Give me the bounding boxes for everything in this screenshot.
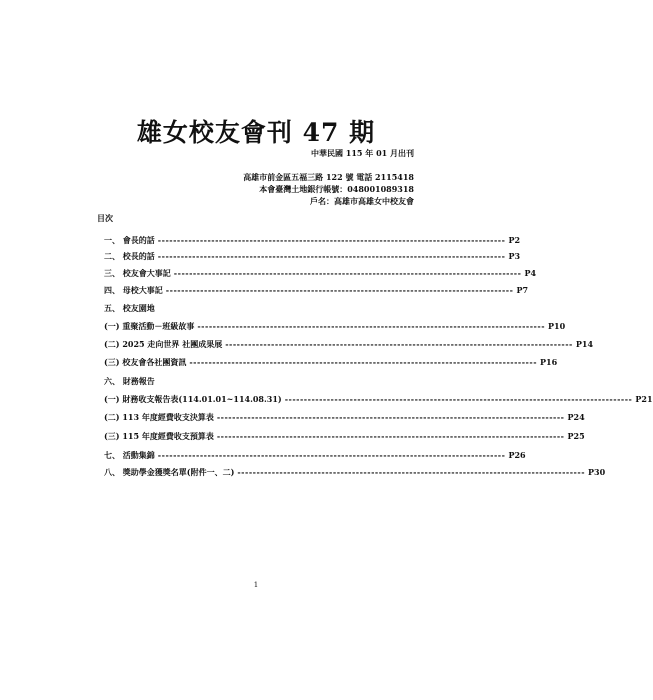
toc-entry-page: P24 [567,412,585,422]
toc-entry-label: (二) 2025 走向世界 社團成果展 [104,339,223,349]
toc-leader: ------------------------------------------------------------------------------------------- [173,268,522,278]
toc-leader: ------------------------------------------------------------------------------------------- [189,357,538,367]
toc-entry-page: P16 [540,357,558,367]
toc-entry-label: 七、 活動集錦 [104,450,155,460]
toc-entry-page: P30 [588,467,606,477]
toc-entry-page: P10 [548,321,566,331]
toc-entry [104,235,521,246]
address-line: 高雄市前金區五福三路 122 號 電話 2115418 [243,172,414,182]
bank-account-line: 本會臺灣土地銀行帳號：048001089318 [259,184,414,194]
toc-entry [104,431,585,442]
toc-section-heading: 六、 財務報告 [104,376,155,386]
toc-entry [104,268,537,279]
toc-entry [104,339,594,350]
toc-entry-label: 二、 校長的話 [104,251,155,261]
toc-entry-label: 四、 母校大事記 [104,285,163,295]
toc-leader: ------------------------------------------------------------------------------------------- [284,394,633,404]
toc-leader: ------------------------------------------------------------------------------------------- [165,285,514,295]
toc-leader: ------------------------------------------------------------------------------------------- [225,339,573,349]
toc-leader: ------------------------------------------------------------------------------------------- [216,431,565,441]
toc-leader: ------------------------------------------------------------------------------------------- [216,412,565,422]
toc-leader: ------------------------------------------------------------------------------------------- [157,235,506,245]
toc-entry-page: P2 [508,235,521,245]
toc-entry-label: (三) 校友會各社團資訊 [104,357,187,367]
toc-entry [104,450,526,461]
toc-section-heading: 五、 校友園地 [104,303,155,313]
toc-entry [104,285,529,296]
toc-entry-label: (二) 113 年度經費收支決算表 [104,412,214,422]
toc-entry [104,357,558,368]
toc-entry-page: P26 [508,450,526,460]
toc-leader: ------------------------------------------------------------------------------------------- [157,251,506,261]
toc-entry-page: P3 [508,251,521,261]
toc-entry-page: P25 [567,431,585,441]
toc-leader: ------------------------------------------------------------------------------------------- [197,321,546,331]
issue-date: 中華民國 115 年 01 月出刊 [311,148,414,158]
toc-entry [104,394,653,405]
toc-entry-page: P14 [575,339,594,349]
toc-entry [104,467,606,478]
toc-entry-page: P4 [524,268,537,278]
page-title: 雄女校友會刊 47 期 [136,118,376,147]
toc-entry-label: (一) 重聚活動－班級故事 [104,321,195,331]
account-name-line: 戶名：高雄市高雄女中校友會 [310,196,414,206]
toc-entry [104,251,521,262]
toc-leader: ------------------------------------------------------------------------------------------- [237,467,586,477]
page-number: 1 [253,581,259,589]
toc-entry-page: P7 [516,285,529,295]
toc-entry [104,412,585,423]
toc-entry-label: (三) 115 年度經費收支預算表 [104,431,214,441]
toc-heading: 目次 [97,213,113,223]
toc-leader: ------------------------------------------------------------------------------------------- [157,450,506,460]
toc-entry-label: (一) 財務收支報告表(114.01.01~114.08.31) [104,394,282,404]
toc-entry-label: 一、 會長的話 [104,235,155,245]
toc-entry [104,321,566,332]
toc-entry-page: P21 [635,394,653,404]
toc-entry-label: 三、 校友會大事記 [104,268,171,278]
toc-entry-label: 八、 獎助學金獲獎名單(附件一、二) [104,467,235,477]
